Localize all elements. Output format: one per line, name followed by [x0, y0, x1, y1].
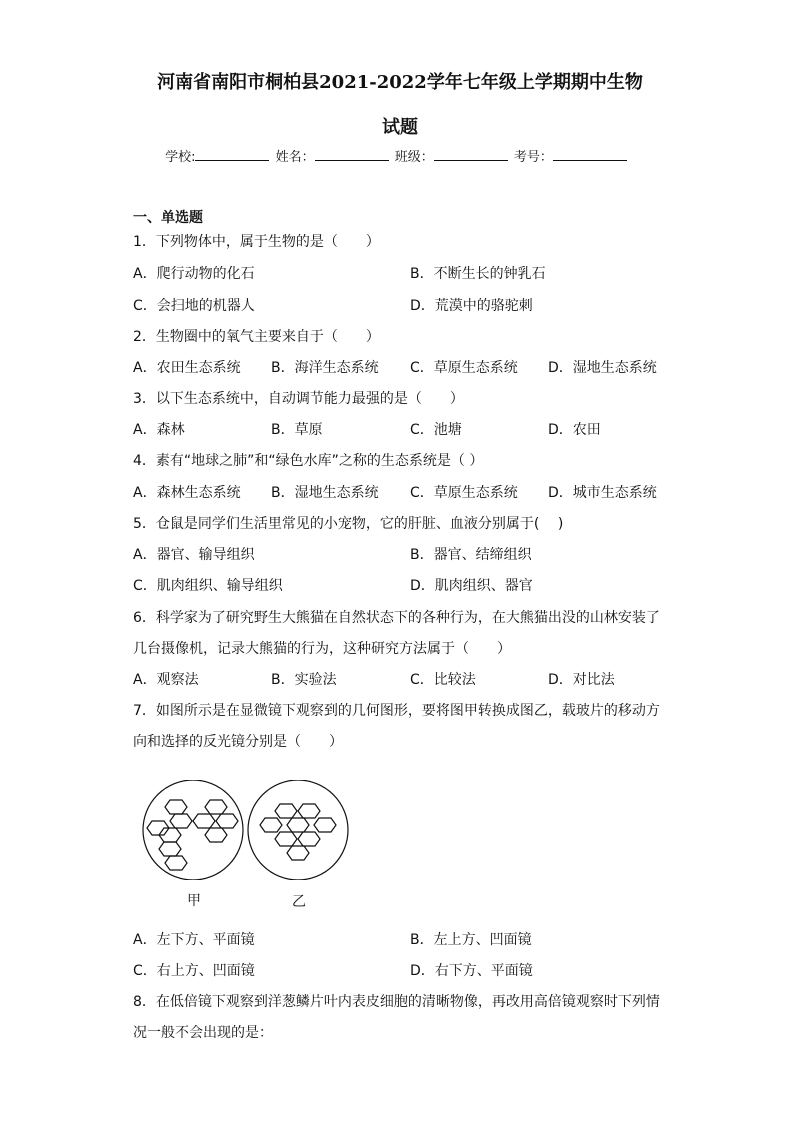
name-blank[interactable] [315, 146, 389, 161]
question-4: 4．素有“地球之肺”和“绿色水库”之称的生态系统是（ ） [133, 453, 484, 469]
q4-option-c[interactable]: C．草原生态系统 [410, 485, 518, 501]
title-line-1: 河南省南阳市桐柏县2021-2022学年七年级上学期期中生物 [157, 72, 643, 93]
q6-option-c[interactable]: C．比较法 [410, 672, 476, 688]
q7-option-c[interactable]: C．右上方、凹面镜 [133, 963, 255, 979]
class-blank[interactable] [434, 146, 508, 161]
q6-option-d[interactable]: D．对比法 [548, 672, 615, 688]
number-label: 考号： [513, 150, 553, 165]
q6-option-a[interactable]: A．观察法 [133, 672, 199, 688]
q2-option-d[interactable]: D．湿地生态系统 [548, 360, 657, 376]
q5-option-c[interactable]: C．肌肉组织、输导组织 [133, 578, 283, 594]
class-label: 班级： [394, 150, 434, 165]
question-8-line-2: 况一般不会出现的是： [133, 1025, 273, 1041]
hexagons-jia [147, 800, 238, 870]
student-info [0, 146, 794, 165]
name-label: 姓名： [275, 150, 315, 165]
q1-option-b[interactable]: B．不断生长的钟乳石 [410, 266, 546, 282]
q7-option-a[interactable]: A．左下方、平面镜 [133, 932, 255, 948]
q4-option-a[interactable]: A．森林生态系统 [133, 485, 241, 501]
title-line-2: 试题 [382, 117, 418, 138]
q2-option-a[interactable]: A．农田生态系统 [133, 360, 241, 376]
q5-option-b[interactable]: B．器官、结缔组织 [410, 547, 532, 563]
question-2: 2．生物圈中的氧气主要来自于（ ） [133, 329, 380, 345]
question-3: 3．以下生态系统中，自动调节能力最强的是（ ） [133, 391, 464, 407]
q4-option-d[interactable]: D．城市生态系统 [548, 485, 657, 501]
figure-label-yi: 乙 [292, 894, 306, 910]
q3-option-a[interactable]: A．森林 [133, 422, 185, 438]
question-8-line-1: 8．在低倍镜下观察到洋葱鳞片叶内表皮细胞的清晰物像，再改用高倍镜观察时下列情 [133, 994, 660, 1010]
question-6-line-1: 6．科学家为了研究野生大熊猫在自然状态下的各种行为，在大熊猫出没的山林安装了 [133, 610, 660, 626]
q5-option-d[interactable]: D．肌肉组织、器官 [410, 578, 533, 594]
question-6-line-2: 几台摄像机，记录大熊猫的行为，这种研究方法属于（ ） [133, 641, 511, 657]
school-label: 学校: [165, 150, 196, 165]
q1-option-d[interactable]: D．荒漠中的骆驼刺 [410, 298, 533, 314]
school-blank[interactable] [195, 146, 269, 161]
q1-option-a[interactable]: A．爬行动物的化石 [133, 266, 255, 282]
q5-option-a[interactable]: A．器官、输导组织 [133, 547, 255, 563]
q1-option-c[interactable]: C．会扫地的机器人 [133, 298, 255, 314]
question-5: 5．仓鼠是同学们生活里常见的小宠物，它的肝脏、血液分别属于( ) [133, 516, 564, 532]
q3-option-c[interactable]: C．池塘 [410, 422, 462, 438]
q2-option-b[interactable]: B．海洋生态系统 [271, 360, 379, 376]
q3-option-d[interactable]: D．农田 [548, 422, 601, 438]
q2-option-c[interactable]: C．草原生态系统 [410, 360, 518, 376]
q4-option-b[interactable]: B．湿地生态系统 [271, 485, 379, 501]
q7-option-d[interactable]: D．右下方、平面镜 [410, 963, 533, 979]
section-heading: 一、单选题 [133, 210, 203, 226]
question-7-line-2: 向和选择的反光镜分别是（ ） [133, 734, 343, 750]
hexagons-yi [260, 804, 336, 860]
figure-label-jia: 甲 [187, 893, 201, 909]
microscope-figure [138, 780, 358, 880]
question-1: 1．下列物体中，属于生物的是（ ） [133, 234, 380, 250]
q7-option-b[interactable]: B．左上方、凹面镜 [410, 932, 532, 948]
number-blank[interactable] [553, 146, 627, 161]
field-of-view-jia [143, 780, 243, 880]
question-7-line-1: 7．如图所示是在显微镜下观察到的几何图形，要将图甲转换成图乙，载玻片的移动方 [133, 703, 660, 719]
q6-option-b[interactable]: B．实验法 [271, 672, 337, 688]
q3-option-b[interactable]: B．草原 [271, 422, 323, 438]
